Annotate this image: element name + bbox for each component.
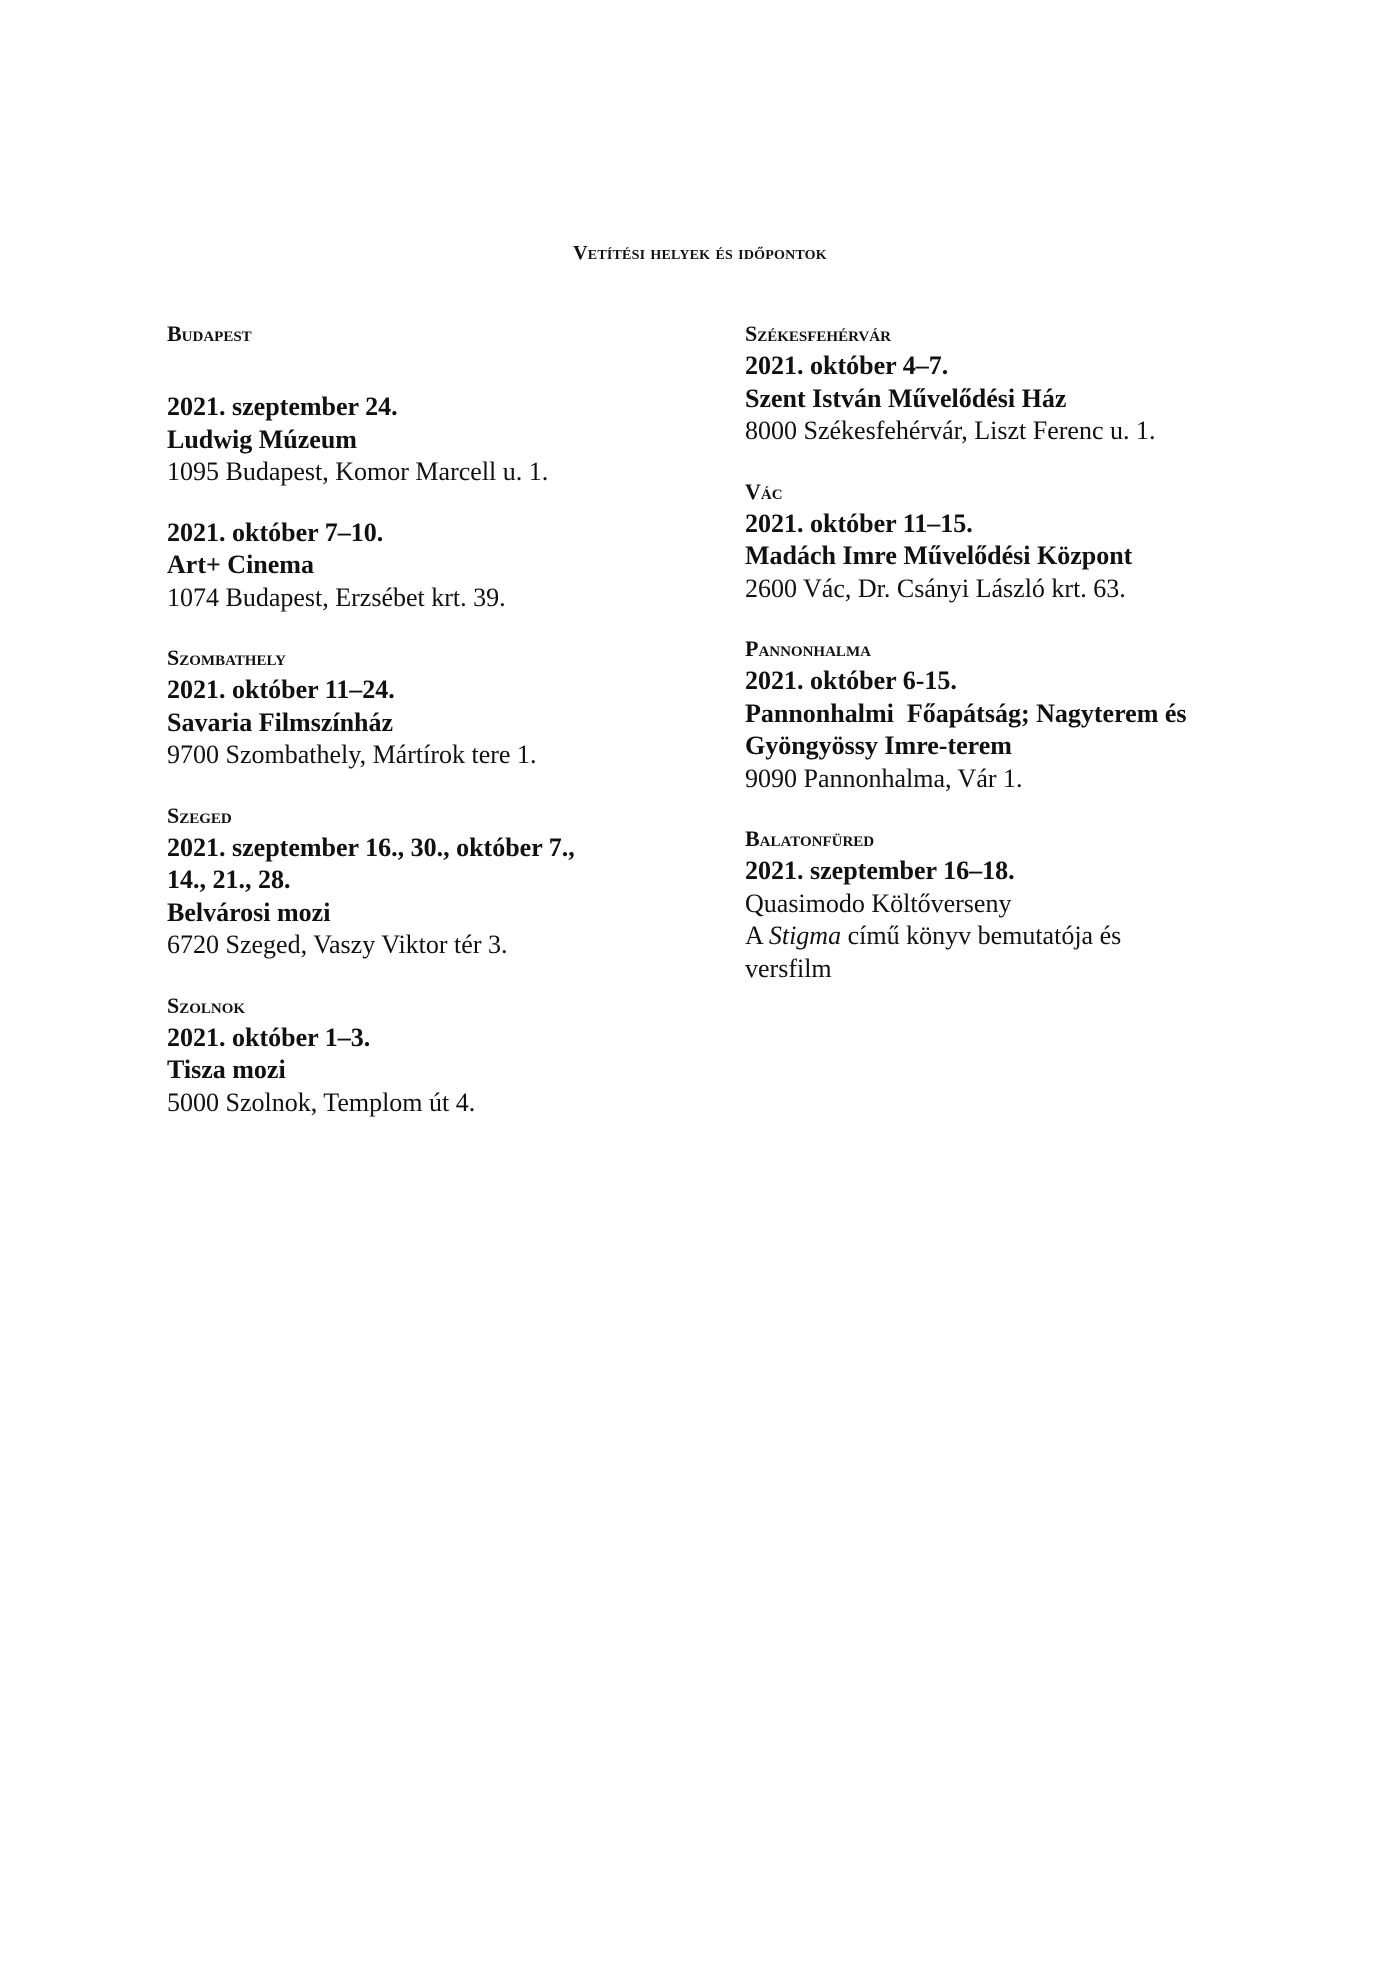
venue-entry-szombathely: [167, 642, 707, 772]
venue-address: 5000 Szolnok, Templom út 4.: [167, 1087, 476, 1117]
venue-entry-vac: [745, 476, 1285, 606]
right-column: [745, 318, 1285, 1013]
screening-date-continued: 14., 21., 28.: [167, 865, 291, 894]
venue-entry-balatonfured: [745, 823, 1285, 985]
venue-address: 1095 Budapest, Komor Marcell u. 1.: [167, 457, 549, 486]
screening-date: 2021. október 11–15.: [745, 508, 973, 538]
venue-name: Ludwig Múzeum: [167, 424, 357, 454]
spacer: [167, 350, 707, 391]
venue-name: Szent István Művelődési Ház: [745, 383, 1067, 413]
venue-entry-szolnok: [167, 990, 707, 1120]
page-title: Vetítési helyek és időpontok: [573, 242, 827, 264]
venue-entry-szekesfehervar: [745, 318, 1285, 448]
venue-address: 6720 Szeged, Vaszy Viktor tér 3.: [167, 930, 508, 959]
venue-name: Madách Imre Művelődési Központ: [745, 541, 1133, 570]
venue-entry-budapest-ludwig: [167, 318, 707, 489]
screening-date: 2021. október 4–7.: [745, 351, 949, 380]
venue-address: 2600 Vác, Dr. Csányi László krt. 63.: [745, 573, 1126, 603]
event-description-continued: versfilm: [745, 953, 832, 983]
screening-date: 2021. október 6-15.: [745, 666, 957, 695]
screening-date: 2021. szeptember 24.: [167, 392, 398, 421]
city-heading: Pannonhalma: [745, 636, 871, 661]
venue-entry-pannonhalma: [745, 633, 1285, 795]
screening-date: 2021. október 11–24.: [167, 675, 395, 704]
venue-address: 9090 Pannonhalma, Vár 1.: [745, 763, 1023, 793]
venue-name-continued: Gyöngyössy Imre-terem: [745, 731, 1012, 760]
city-heading: Szolnok: [167, 992, 246, 1018]
venue-address: 9700 Szombathely, Mártírok tere 1.: [167, 740, 537, 769]
venue-entry-budapest-artplus: [167, 517, 707, 615]
venue-name: Tisza mozi: [167, 1055, 286, 1084]
venue-address: 8000 Székesfehérvár, Liszt Ferenc u. 1.: [745, 416, 1156, 445]
screening-date: 2021. szeptember 16., 30., október 7.,: [167, 832, 575, 862]
venue-name: Pannonhalmi Főapátság; Nagyterem és: [745, 698, 1187, 728]
venue-name: Belvárosi mozi: [167, 897, 331, 927]
venue-name: Savaria Filmszínház: [167, 707, 394, 737]
city-heading: Székesfehérvár: [745, 321, 891, 346]
screening-date: 2021. szeptember 16–18.: [745, 856, 1015, 885]
description-prefix: A: [745, 921, 769, 950]
city-heading: Budapest: [167, 321, 252, 346]
screening-date: 2021. október 1–3.: [167, 1022, 371, 1052]
book-title: Stigma: [768, 921, 842, 950]
event-name: Quasimodo Költőverseny: [745, 888, 1012, 918]
city-heading: Vác: [745, 478, 783, 504]
venue-entry-szeged: [167, 800, 707, 962]
left-column: [167, 318, 707, 1147]
description-suffix: című könyv bemutatója és: [841, 921, 1122, 950]
venue-name: Art+ Cinema: [167, 550, 314, 579]
event-description: [745, 920, 1285, 953]
city-heading: Szeged: [167, 802, 232, 828]
venue-address: 1074 Budapest, Erzsébet krt. 39.: [167, 582, 506, 612]
city-heading: Szombathely: [167, 645, 286, 670]
city-heading: Balatonfüred: [745, 826, 875, 851]
screening-date: 2021. október 7–10.: [167, 517, 384, 547]
